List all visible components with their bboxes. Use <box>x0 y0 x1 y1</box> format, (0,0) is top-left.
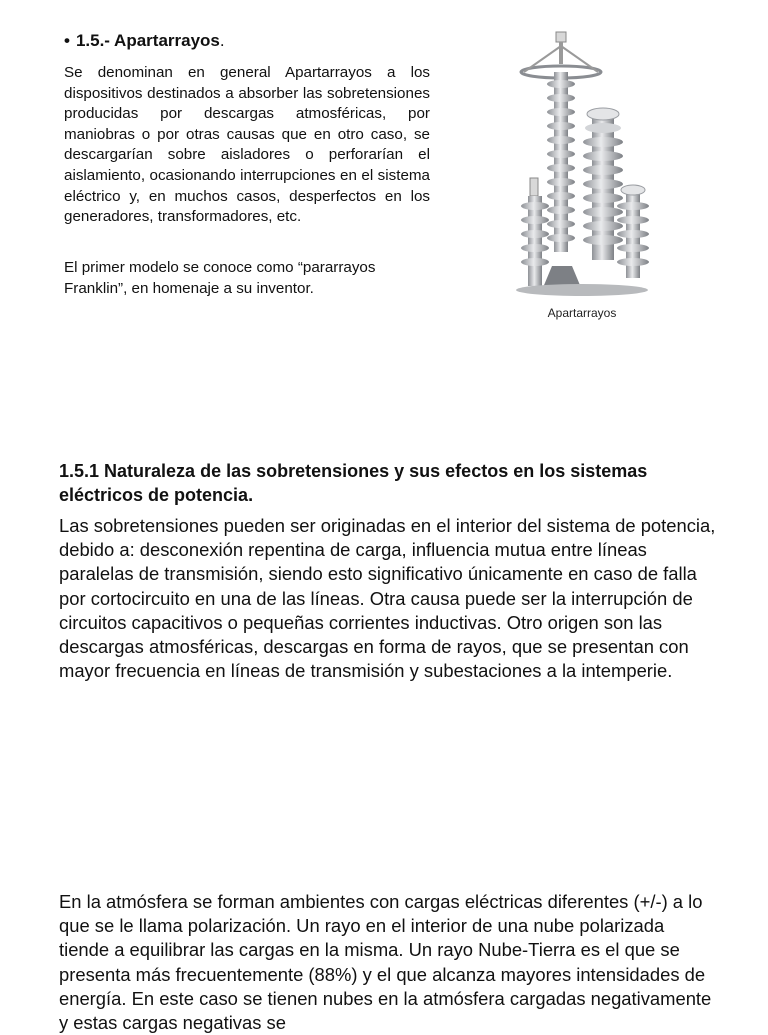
subsection-heading: 1.5.1 Naturaleza de las sobretensiones y sus efectos en los sistemas eléctricos de potencia. <box>59 461 648 505</box>
franklin-paragraph: El primer modelo se conoce como “pararrayos Franklin”, en homenaje a su inventor. <box>64 259 376 297</box>
section-heading-text: 1.5.- Apartarrayos <box>75 31 220 50</box>
bullet-icon: • <box>64 31 70 50</box>
intro-paragraph: Se denominan en general Apartarrayos a los dispositivos destinados a absorber las sobretensiones producidas por descargas atmosféricas, por maniobras o por otras causas que en otro caso, se descargarían sobre aisladores o perforarían el aislamiento, ocasionando interrupciones en el sistema eléctrico y, en muchos casos, desperfectos en los generadores, transformadores, etc. <box>64 64 430 226</box>
body-paragraph-1: Las sobretensiones pueden ser originadas en el interior del sistema de potencia, debido a: desconexión repentina de carga, influencia mutua entre líneas paralelas de transmisión, siendo esto significativo únicamente en caso de falla por cortocircuito en una de las líneas. Otra causa puede ser la interrupción de circuitos capacitivos o pequeñas corrientes inductivas. Otro origen son las descargas atmosféricas, descargas en forma de rayos, que se presentan con mayor frecuencia en líneas de transmisión y subestaciones a la intemperie. <box>59 515 716 682</box>
surge-arrester-illustration <box>512 28 652 298</box>
section-heading-period: . <box>219 31 225 50</box>
surge-arrester-image <box>512 28 652 298</box>
body-paragraph-2: En la atmósfera se forman ambientes con cargas eléctricas diferentes (+/-) a lo que se le llama polarización. Un rayo en el interior de una nube polarizada tiende a equilibrar las cargas en la misma. Un rayo Nube-Tierra es el que se presenta más frecuentemente (88%) y el que alcanza mayores intensidades de energía. En este caso se tienen nubes en la atmósfera cargadas negativamente y estas cargas negativas se <box>59 891 712 1034</box>
section-heading <box>64 31 225 51</box>
figure-caption: Apartarrayos <box>547 306 617 320</box>
